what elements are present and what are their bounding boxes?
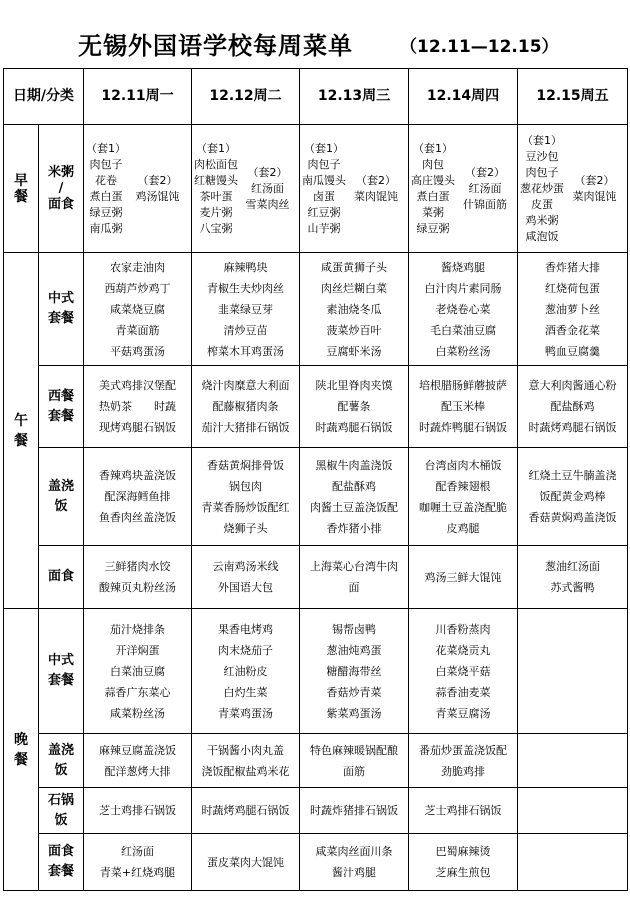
menu-item: 肉包	[422, 157, 444, 171]
menu-item: 绿豆粥	[89, 205, 123, 219]
lunch-row	[4, 448, 628, 546]
set1-list	[520, 133, 564, 245]
menu-item: 清炒豆苗	[223, 323, 268, 337]
menu-item: 菜粥	[422, 205, 444, 219]
menu-item: 什锦面筋	[463, 197, 507, 211]
menu-item: 八宝粥	[199, 221, 233, 235]
menu-item: 香菇炒青菜	[326, 685, 382, 699]
menu-item: 煮白蛋	[89, 189, 123, 203]
menu-item: 青菜+红烧鸡腿	[99, 866, 176, 879]
menu-item: 配盐酥鸡	[550, 400, 595, 413]
menu-item: （套2）	[356, 173, 396, 187]
menu-item: 配香辣翅根	[435, 479, 491, 493]
breakfast-cell	[84, 125, 192, 253]
page-title: 无锡外国语学校每周菜单	[78, 32, 353, 60]
menu-item: 香菇黄焖排骨饭	[207, 458, 284, 472]
menu-item: 酸辣页丸粉丝汤	[99, 581, 176, 594]
menu-item: 肉包子	[307, 157, 341, 171]
menu-item: 素油烧冬瓜	[326, 302, 382, 316]
set1-list	[194, 141, 238, 237]
day-header: 12.12周二	[192, 69, 300, 125]
menu-item: 热奶茶 时蔬	[99, 400, 176, 413]
menu-item: 黑椒牛肉盖浇饭	[315, 458, 393, 472]
set1-list	[302, 141, 346, 237]
menu-cell	[300, 788, 409, 834]
menu-item: 花卷	[95, 173, 117, 187]
menu-cell	[300, 448, 409, 546]
menu-cell	[84, 609, 192, 734]
menu-item: 茶叶蛋	[199, 189, 233, 203]
menu-item: 菜肉馄饨	[354, 189, 398, 203]
category-label: 米粥 / 面食	[39, 125, 84, 253]
menu-item: 皮蛋	[531, 197, 553, 211]
menu-item: 白菜油豆腐	[110, 664, 165, 678]
menu-item: 外国语大包	[218, 581, 273, 594]
menu-item: 美式鸡排汉堡配	[99, 379, 176, 392]
menu-item: 锡帮卤鸭	[332, 622, 376, 636]
menu-item: 肉包子	[89, 157, 123, 171]
menu-item: 肉丝烂糊白菜	[321, 281, 387, 295]
menu-item: 葱油炖鸡蛋	[326, 643, 382, 657]
menu-cell	[84, 448, 192, 546]
menu-item: 蒜香油麦菜	[435, 685, 491, 699]
menu-item: 韭菜绿豆芽	[218, 302, 273, 316]
menu-item: 上海菜心台湾牛肉	[310, 560, 398, 573]
menu-item: 巴蜀麻辣烫	[435, 845, 491, 858]
category-label: 面食 套餐	[39, 834, 84, 891]
menu-cell	[300, 366, 409, 448]
menu-cell	[84, 546, 192, 609]
menu-item: 红油粉皮	[223, 664, 268, 678]
category-label: 中式 套餐	[39, 253, 84, 366]
breakfast-cell	[518, 125, 628, 253]
menu-item: 咸菜粉丝汤	[110, 706, 165, 720]
meal-label-breakfast: 早 餐	[4, 125, 39, 253]
menu-item: 毛白菜油豆腐	[430, 323, 496, 337]
menu-item: 菠菜炒百叶	[326, 323, 382, 337]
menu-item: 劲脆鸡排	[441, 764, 485, 778]
menu-item: 茄汁大猪排石锅饭	[201, 421, 290, 434]
menu-item: 三鲜猪肉水饺	[104, 560, 171, 573]
menu-item: 老烧卷心菜	[435, 302, 491, 316]
menu-item: （套2）	[465, 165, 505, 179]
menu-cell	[192, 788, 300, 834]
menu-item: 红汤面	[251, 181, 284, 195]
menu-item: 肉包子	[525, 165, 559, 179]
dinner-row	[4, 609, 628, 734]
menu-item: 配藤椒猪肉条	[212, 400, 279, 413]
menu-cell	[518, 609, 628, 734]
menu-cell	[192, 609, 300, 734]
menu-item: 干锅酱小肉丸盖	[207, 743, 284, 757]
menu-cell	[409, 609, 518, 734]
menu-item: 煮白蛋	[416, 189, 450, 203]
menu-item: （套1）	[522, 133, 562, 147]
menu-item: 农家走油肉	[110, 260, 165, 274]
menu-item: 芝士鸡排石锅饭	[424, 804, 502, 817]
menu-item: 云南鸡汤米线	[212, 560, 279, 573]
menu-item: 青菜香肠炒饭配红	[201, 500, 290, 514]
menu-cell	[300, 834, 409, 891]
title-area	[0, 0, 630, 66]
set2-list	[564, 173, 625, 205]
menu-item: 卤蛋	[313, 189, 335, 203]
menu-item: 南瓜粥	[89, 221, 123, 235]
menu-item: 山芋粥	[307, 221, 341, 235]
menu-item: 面筋	[343, 764, 365, 778]
menu-item: 配玉米棒	[441, 400, 485, 413]
menu-cell	[409, 546, 518, 609]
menu-item: （套1）	[304, 141, 344, 155]
menu-item: 咸蛋黄狮子头	[321, 260, 387, 274]
menu-item: 糖醋海带丝	[326, 664, 382, 678]
menu-item: （套2）	[247, 165, 288, 179]
menu-cell	[518, 546, 628, 609]
menu-item: 青菜豆腐汤	[435, 706, 491, 720]
breakfast-cell	[409, 125, 518, 253]
menu-item: 番茄炒蛋盖浇饭配	[419, 743, 507, 757]
set2-list	[238, 165, 297, 213]
menu-cell	[192, 253, 300, 366]
menu-item: 锅包肉	[229, 479, 262, 493]
menu-item: 茄汁烧排条	[110, 622, 165, 636]
menu-item: 蛋皮菜肉大馄饨	[207, 855, 284, 869]
menu-item: 白菜烧平菇	[435, 664, 491, 678]
menu-item: 白灼生菜	[223, 685, 268, 699]
menu-item: 鸡汤三鲜大馄饨	[424, 570, 502, 584]
menu-item: 豆沙包	[525, 149, 559, 163]
corner-header: 日期/分类	[4, 69, 84, 125]
menu-item: 青菜面筋	[115, 323, 160, 337]
menu-item: 时蔬炸鸭腿石锅饭	[419, 421, 507, 434]
menu-cell	[192, 366, 300, 448]
menu-item: 红豆粥	[307, 205, 341, 219]
set1-list	[86, 141, 126, 237]
menu-item: 肉松面包	[194, 157, 238, 171]
menu-item: 雪菜肉丝	[245, 197, 290, 211]
menu-cell	[518, 734, 628, 788]
menu-item: 麦片粥	[199, 205, 233, 219]
menu-cell	[84, 788, 192, 834]
menu-item: 绿豆粥	[416, 221, 450, 235]
menu-item: 麻辣豆腐盖浇饭	[99, 743, 176, 757]
day-header: 12.11周一	[84, 69, 192, 125]
menu-cell	[409, 253, 518, 366]
menu-cell	[84, 366, 192, 448]
menu-cell	[84, 734, 192, 788]
dinner-row	[4, 834, 628, 891]
menu-cell	[409, 448, 518, 546]
menu-item: 果香电烤鸡	[218, 622, 273, 636]
menu-cell	[300, 734, 409, 788]
menu-item: 鱼香肉丝盖浇饭	[99, 511, 176, 524]
menu-item: 鸡汤馄饨	[135, 189, 180, 203]
menu-item: 配薯条	[337, 400, 371, 413]
menu-item: 酱汁鸡腿	[332, 866, 376, 879]
lunch-row	[4, 546, 628, 609]
menu-item: 鸡米粥	[525, 213, 559, 227]
menu-item: 红汤面	[468, 181, 502, 195]
menu-item: 咸菜烧豆腐	[110, 302, 165, 316]
menu-item: （套1）	[413, 141, 453, 155]
menu-item: 时蔬炸猪排石锅饭	[310, 804, 398, 817]
menu-item: 饭配黄金鸡棒	[539, 490, 606, 503]
menu-item: 红烧荷包蛋	[545, 281, 600, 295]
menu-item: 红烧土豆牛腩盖浇	[528, 469, 617, 482]
menu-item: 酒香金花菜	[545, 323, 600, 337]
menu-item: 苏式酱鸭	[550, 581, 595, 594]
menu-item: 烧狮子头	[223, 521, 268, 535]
menu-item: 陕北里脊肉夹馍	[315, 379, 393, 392]
menu-item: 开洋焖蛋	[115, 643, 160, 657]
menu-item: 配洋葱烤大排	[104, 764, 171, 778]
menu-cell	[518, 788, 628, 834]
menu-cell	[409, 366, 518, 448]
day-header: 12.15周五	[518, 69, 628, 125]
lunch-row	[4, 366, 628, 448]
menu-item: （套2）	[574, 173, 615, 187]
menu-cell	[300, 253, 409, 366]
date-range: （12.11—12.15）	[400, 37, 559, 57]
meal-label-lunch: 午 餐	[4, 253, 39, 609]
set2-list	[126, 173, 189, 205]
menu-item: 白菜粉丝汤	[435, 344, 491, 358]
menu-item: 香炸猪小排	[326, 521, 382, 535]
menu-item: 酱烧鸡腿	[441, 260, 485, 274]
menu-item: 时蔬鸡腿石锅饭	[315, 421, 393, 434]
menu-item: 咸泡饭	[525, 229, 559, 243]
menu-item: 鸭血豆腐羹	[545, 344, 600, 358]
menu-item: 白汁肉片素同肠	[424, 281, 502, 295]
menu-item: 台湾卤肉木桶饭	[424, 458, 502, 472]
dinner-row	[4, 788, 628, 834]
set2-list	[455, 165, 515, 213]
breakfast-cell	[192, 125, 300, 253]
menu-item: 咸菜肉丝面川条	[315, 845, 393, 858]
menu-item: 肉末烧茄子	[218, 643, 273, 657]
menu-item: 香菇黄焖鸡盖浇饭	[528, 511, 617, 524]
menu-item: 皮鸡腿	[446, 521, 480, 535]
menu-cell	[409, 788, 518, 834]
set1-list	[411, 141, 455, 237]
menu-cell	[84, 834, 192, 891]
menu-item: 葱花炒蛋	[520, 181, 564, 195]
menu-item: 时蔬烤鸡腿石锅饭	[201, 804, 290, 817]
menu-item: 蒜香广东菜心	[104, 685, 171, 699]
category-label: 中式 套餐	[39, 609, 84, 734]
menu-item: 肉酱土豆盖浇饭配	[310, 500, 398, 514]
set2-list	[346, 173, 406, 205]
menu-item: 菜肉馄饨	[572, 189, 617, 203]
menu-cell	[409, 834, 518, 891]
menu-cell	[409, 734, 518, 788]
menu-cell	[192, 834, 300, 891]
menu-item: （套1）	[196, 141, 236, 155]
menu-item: 豆腐虾米汤	[326, 344, 382, 358]
header-row	[4, 69, 628, 125]
category-label: 盖浇 饭	[39, 448, 84, 546]
menu-cell	[518, 366, 628, 448]
menu-item: 浇饭配椒盐鸡米花	[201, 764, 290, 778]
menu-item: 高庄馒头	[411, 173, 455, 187]
menu-item: 香辣鸡块盖浇饭	[99, 469, 176, 482]
menu-cell	[84, 253, 192, 366]
menu-item: 配盐酥鸡	[332, 479, 376, 493]
menu-item: 配深海鳕鱼排	[104, 490, 171, 503]
menu-item: 麻辣鸭块	[223, 260, 268, 274]
breakfast-row	[4, 125, 628, 253]
menu-item: 面	[348, 581, 360, 594]
menu-item: （套2）	[137, 173, 178, 187]
category-label: 石锅 饭	[39, 788, 84, 834]
menu-cell	[192, 734, 300, 788]
menu-cell	[300, 546, 409, 609]
menu-cell	[300, 609, 409, 734]
lunch-row	[4, 253, 628, 366]
menu-item: 时蔬烤鸡腿石锅饭	[528, 421, 617, 434]
menu-item: 红汤面	[121, 845, 154, 858]
menu-item: 南瓜馒头	[302, 173, 346, 187]
menu-item: 花菜烧贡丸	[435, 643, 491, 657]
menu-cell	[192, 448, 300, 546]
menu-item: 榨菜木耳鸡蛋汤	[207, 344, 284, 358]
menu-item: 青椒生夫炒肉丝	[207, 281, 284, 295]
menu-cell	[518, 448, 628, 546]
breakfast-cell	[300, 125, 409, 253]
menu-cell	[192, 546, 300, 609]
menu-item: 烧汁肉糜意大利面	[201, 379, 290, 392]
menu-item: 咖喱土豆盖浇配脆	[419, 500, 507, 514]
menu-item: 芝麻生煎包	[435, 866, 491, 879]
day-header: 12.13周三	[300, 69, 409, 125]
day-header: 12.14周四	[409, 69, 518, 125]
menu-item: 红糖馒头	[194, 173, 238, 187]
menu-item: 西葫芦炒鸡丁	[104, 281, 171, 295]
menu-item: （套1）	[86, 141, 126, 155]
menu-item: 紫菜鸡蛋汤	[326, 706, 382, 720]
menu-table	[3, 68, 628, 891]
menu-cell	[518, 834, 628, 891]
menu-cell	[518, 253, 628, 366]
category-label: 面食	[39, 546, 84, 609]
meal-label-dinner: 晚 餐	[4, 609, 39, 891]
menu-item: 青菜鸡蛋汤	[218, 706, 273, 720]
menu-item: 现烤鸡腿石锅饭	[99, 421, 176, 434]
menu-item: 平菇鸡蛋汤	[110, 344, 165, 358]
menu-item: 特色麻辣暖锅配酿	[310, 743, 398, 757]
menu-item: 芝士鸡排石锅饭	[99, 804, 176, 817]
menu-item: 意大利肉酱通心粉	[528, 379, 617, 392]
menu-item: 川香粉蒸肉	[435, 622, 491, 636]
menu-item: 葱油萝卜丝	[545, 302, 600, 316]
menu-item: 培根腊肠鲜蘑披萨	[419, 379, 507, 392]
menu-item: 香炸猪大排	[545, 260, 600, 274]
dinner-row	[4, 734, 628, 788]
menu-item: 葱油红汤面	[545, 560, 600, 573]
category-label: 盖浇 饭	[39, 734, 84, 788]
category-label: 西餐 套餐	[39, 366, 84, 448]
